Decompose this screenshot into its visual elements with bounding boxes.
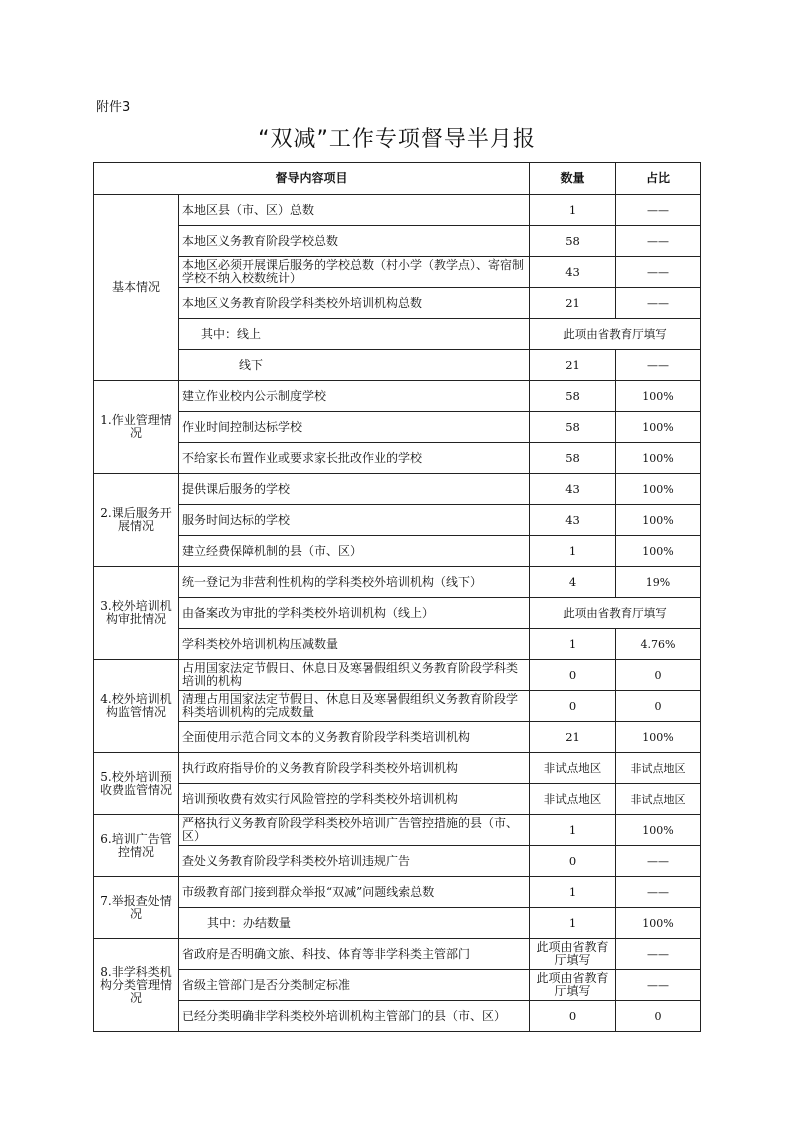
category-cell: 5.校外培训预收费监管情况 (94, 753, 179, 815)
item-cell: 建立作业校内公示制度学校 (179, 381, 530, 412)
item-cell: 占用国家法定节假日、休息日及寒暑假组织义务教育阶段学科类培训的机构 (179, 660, 530, 691)
count-cell: 21 (530, 288, 616, 319)
table-row (94, 257, 701, 288)
table-row (94, 474, 701, 505)
ratio-cell: —— (616, 350, 701, 381)
ratio-cell: —— (616, 970, 701, 1001)
item-cell: 培训预收费有效实行风险管控的学科类校外培训机构 (179, 784, 530, 815)
ratio-cell: 非试点地区 (616, 753, 701, 784)
table-row (94, 784, 701, 815)
item-cell: 本地区义务教育阶段学校总数 (179, 226, 530, 257)
item-cell: 其中：办结数量 (179, 908, 530, 939)
category-cell: 8.非学科类机构分类管理情况 (94, 939, 179, 1032)
count-cell: 58 (530, 381, 616, 412)
table-row (94, 412, 701, 443)
item-cell: 服务时间达标的学校 (179, 505, 530, 536)
ratio-cell: —— (616, 288, 701, 319)
count-cell: 1 (530, 629, 616, 660)
item-cell: 作业时间控制达标学校 (179, 412, 530, 443)
count-cell: 58 (530, 443, 616, 474)
item-cell: 统一登记为非营利性机构的学科类校外培训机构（线下） (179, 567, 530, 598)
merged-note-cell: 此项由省教育厅填写 (530, 319, 701, 350)
category-cell: 2.课后服务开展情况 (94, 474, 179, 567)
count-cell: 0 (530, 1001, 616, 1032)
table-header-row (94, 163, 701, 195)
item-cell: 查处义务教育阶段学科类校外培训违规广告 (179, 846, 530, 877)
ratio-cell: 0 (616, 691, 701, 722)
page-title: “双减”工作专项督导半月报 (258, 127, 536, 152)
item-cell: 省政府是否明确文旅、科技、体育等非学科类主管部门 (179, 939, 530, 970)
table-row (94, 288, 701, 319)
ratio-cell: 100% (616, 908, 701, 939)
ratio-cell: —— (616, 226, 701, 257)
table-row (94, 536, 701, 567)
item-cell: 建立经费保障机制的县（市、区） (179, 536, 530, 567)
item-cell: 由备案改为审批的学科类校外培训机构（线上） (179, 598, 530, 629)
count-cell: 非试点地区 (530, 753, 616, 784)
ratio-cell: 100% (616, 381, 701, 412)
item-cell: 学科类校外培训机构压减数量 (179, 629, 530, 660)
item-cell: 严格执行义务教育阶段学科类校外培训广告管控措施的县（市、区） (179, 815, 530, 846)
ratio-cell: 100% (616, 412, 701, 443)
category-cell: 4.校外培训机构监管情况 (94, 660, 179, 753)
table-row (94, 846, 701, 877)
table-row (94, 598, 701, 629)
ratio-cell: —— (616, 846, 701, 877)
category-cell: 基本情况 (94, 195, 179, 381)
ratio-cell: —— (616, 257, 701, 288)
ratio-cell: 100% (616, 443, 701, 474)
category-cell: 3.校外培训机构审批情况 (94, 567, 179, 660)
item-cell: 省级主管部门是否分类制定标准 (179, 970, 530, 1001)
category-cell: 6.培训广告管控情况 (94, 815, 179, 877)
table-row (94, 815, 701, 846)
ratio-cell: 100% (616, 474, 701, 505)
table-row (94, 939, 701, 970)
item-cell: 已经分类明确非学科类校外培训机构主管部门的县（市、区） (179, 1001, 530, 1032)
supervision-report-table (93, 162, 701, 1032)
count-cell: 43 (530, 257, 616, 288)
ratio-cell: —— (616, 877, 701, 908)
table-row (94, 505, 701, 536)
item-cell: 线下 (179, 350, 530, 381)
table-row (94, 691, 701, 722)
count-cell: 58 (530, 412, 616, 443)
count-cell: 58 (530, 226, 616, 257)
table-row (94, 350, 701, 381)
table-row (94, 877, 701, 908)
ratio-cell: 100% (616, 722, 701, 753)
count-cell: 1 (530, 195, 616, 226)
ratio-cell: —— (616, 939, 701, 970)
attachment-label: 附件3 (96, 100, 131, 115)
item-cell: 执行政府指导价的义务教育阶段学科类校外培训机构 (179, 753, 530, 784)
ratio-cell: 非试点地区 (616, 784, 701, 815)
ratio-cell: 0 (616, 1001, 701, 1032)
table-row (94, 195, 701, 226)
table-row (94, 226, 701, 257)
item-cell: 提供课后服务的学校 (179, 474, 530, 505)
count-cell: 此项由省教育厅填写 (530, 970, 616, 1001)
count-cell: 1 (530, 908, 616, 939)
count-cell: 0 (530, 846, 616, 877)
category-cell: 1.作业管理情况 (94, 381, 179, 474)
ratio-cell: 100% (616, 536, 701, 567)
item-cell: 本地区必须开展课后服务的学校总数（村小学（教学点）、寄宿制学校不纳入校数统计） (179, 257, 530, 288)
count-cell: 21 (530, 722, 616, 753)
header-count: 数量 (530, 163, 616, 195)
table-row (94, 319, 701, 350)
ratio-cell: —— (616, 195, 701, 226)
table-row (94, 381, 701, 412)
item-cell: 市级教育部门接到群众举报“双减”问题线索总数 (179, 877, 530, 908)
merged-note-cell: 此项由省教育厅填写 (530, 598, 701, 629)
item-cell: 其中：线上 (179, 319, 530, 350)
table-row (94, 1001, 701, 1032)
count-cell: 1 (530, 877, 616, 908)
ratio-cell: 4.76% (616, 629, 701, 660)
item-cell: 全面使用示范合同文本的义务教育阶段学科类培训机构 (179, 722, 530, 753)
count-cell: 43 (530, 474, 616, 505)
ratio-cell: 0 (616, 660, 701, 691)
count-cell: 43 (530, 505, 616, 536)
count-cell: 21 (530, 350, 616, 381)
table-row (94, 753, 701, 784)
table-row (94, 908, 701, 939)
ratio-cell: 19% (616, 567, 701, 598)
count-cell: 非试点地区 (530, 784, 616, 815)
item-cell: 本地区县（市、区）总数 (179, 195, 530, 226)
ratio-cell: 100% (616, 505, 701, 536)
ratio-cell: 100% (616, 815, 701, 846)
header-ratio: 占比 (616, 163, 701, 195)
table-row (94, 722, 701, 753)
count-cell: 0 (530, 660, 616, 691)
table-row (94, 629, 701, 660)
item-cell: 本地区义务教育阶段学科类校外培训机构总数 (179, 288, 530, 319)
count-cell: 1 (530, 815, 616, 846)
table-row (94, 660, 701, 691)
table-row (94, 567, 701, 598)
table-row (94, 443, 701, 474)
table-row (94, 970, 701, 1001)
category-cell: 7.举报查处情况 (94, 877, 179, 939)
count-cell: 0 (530, 691, 616, 722)
count-cell: 此项由省教育厅填写 (530, 939, 616, 970)
count-cell: 1 (530, 536, 616, 567)
header-item: 督导内容项目 (94, 163, 530, 195)
count-cell: 4 (530, 567, 616, 598)
item-cell: 不给家长布置作业或要求家长批改作业的学校 (179, 443, 530, 474)
item-cell: 清理占用国家法定节假日、休息日及寒暑假组织义务教育阶段学科类培训机构的完成数量 (179, 691, 530, 722)
